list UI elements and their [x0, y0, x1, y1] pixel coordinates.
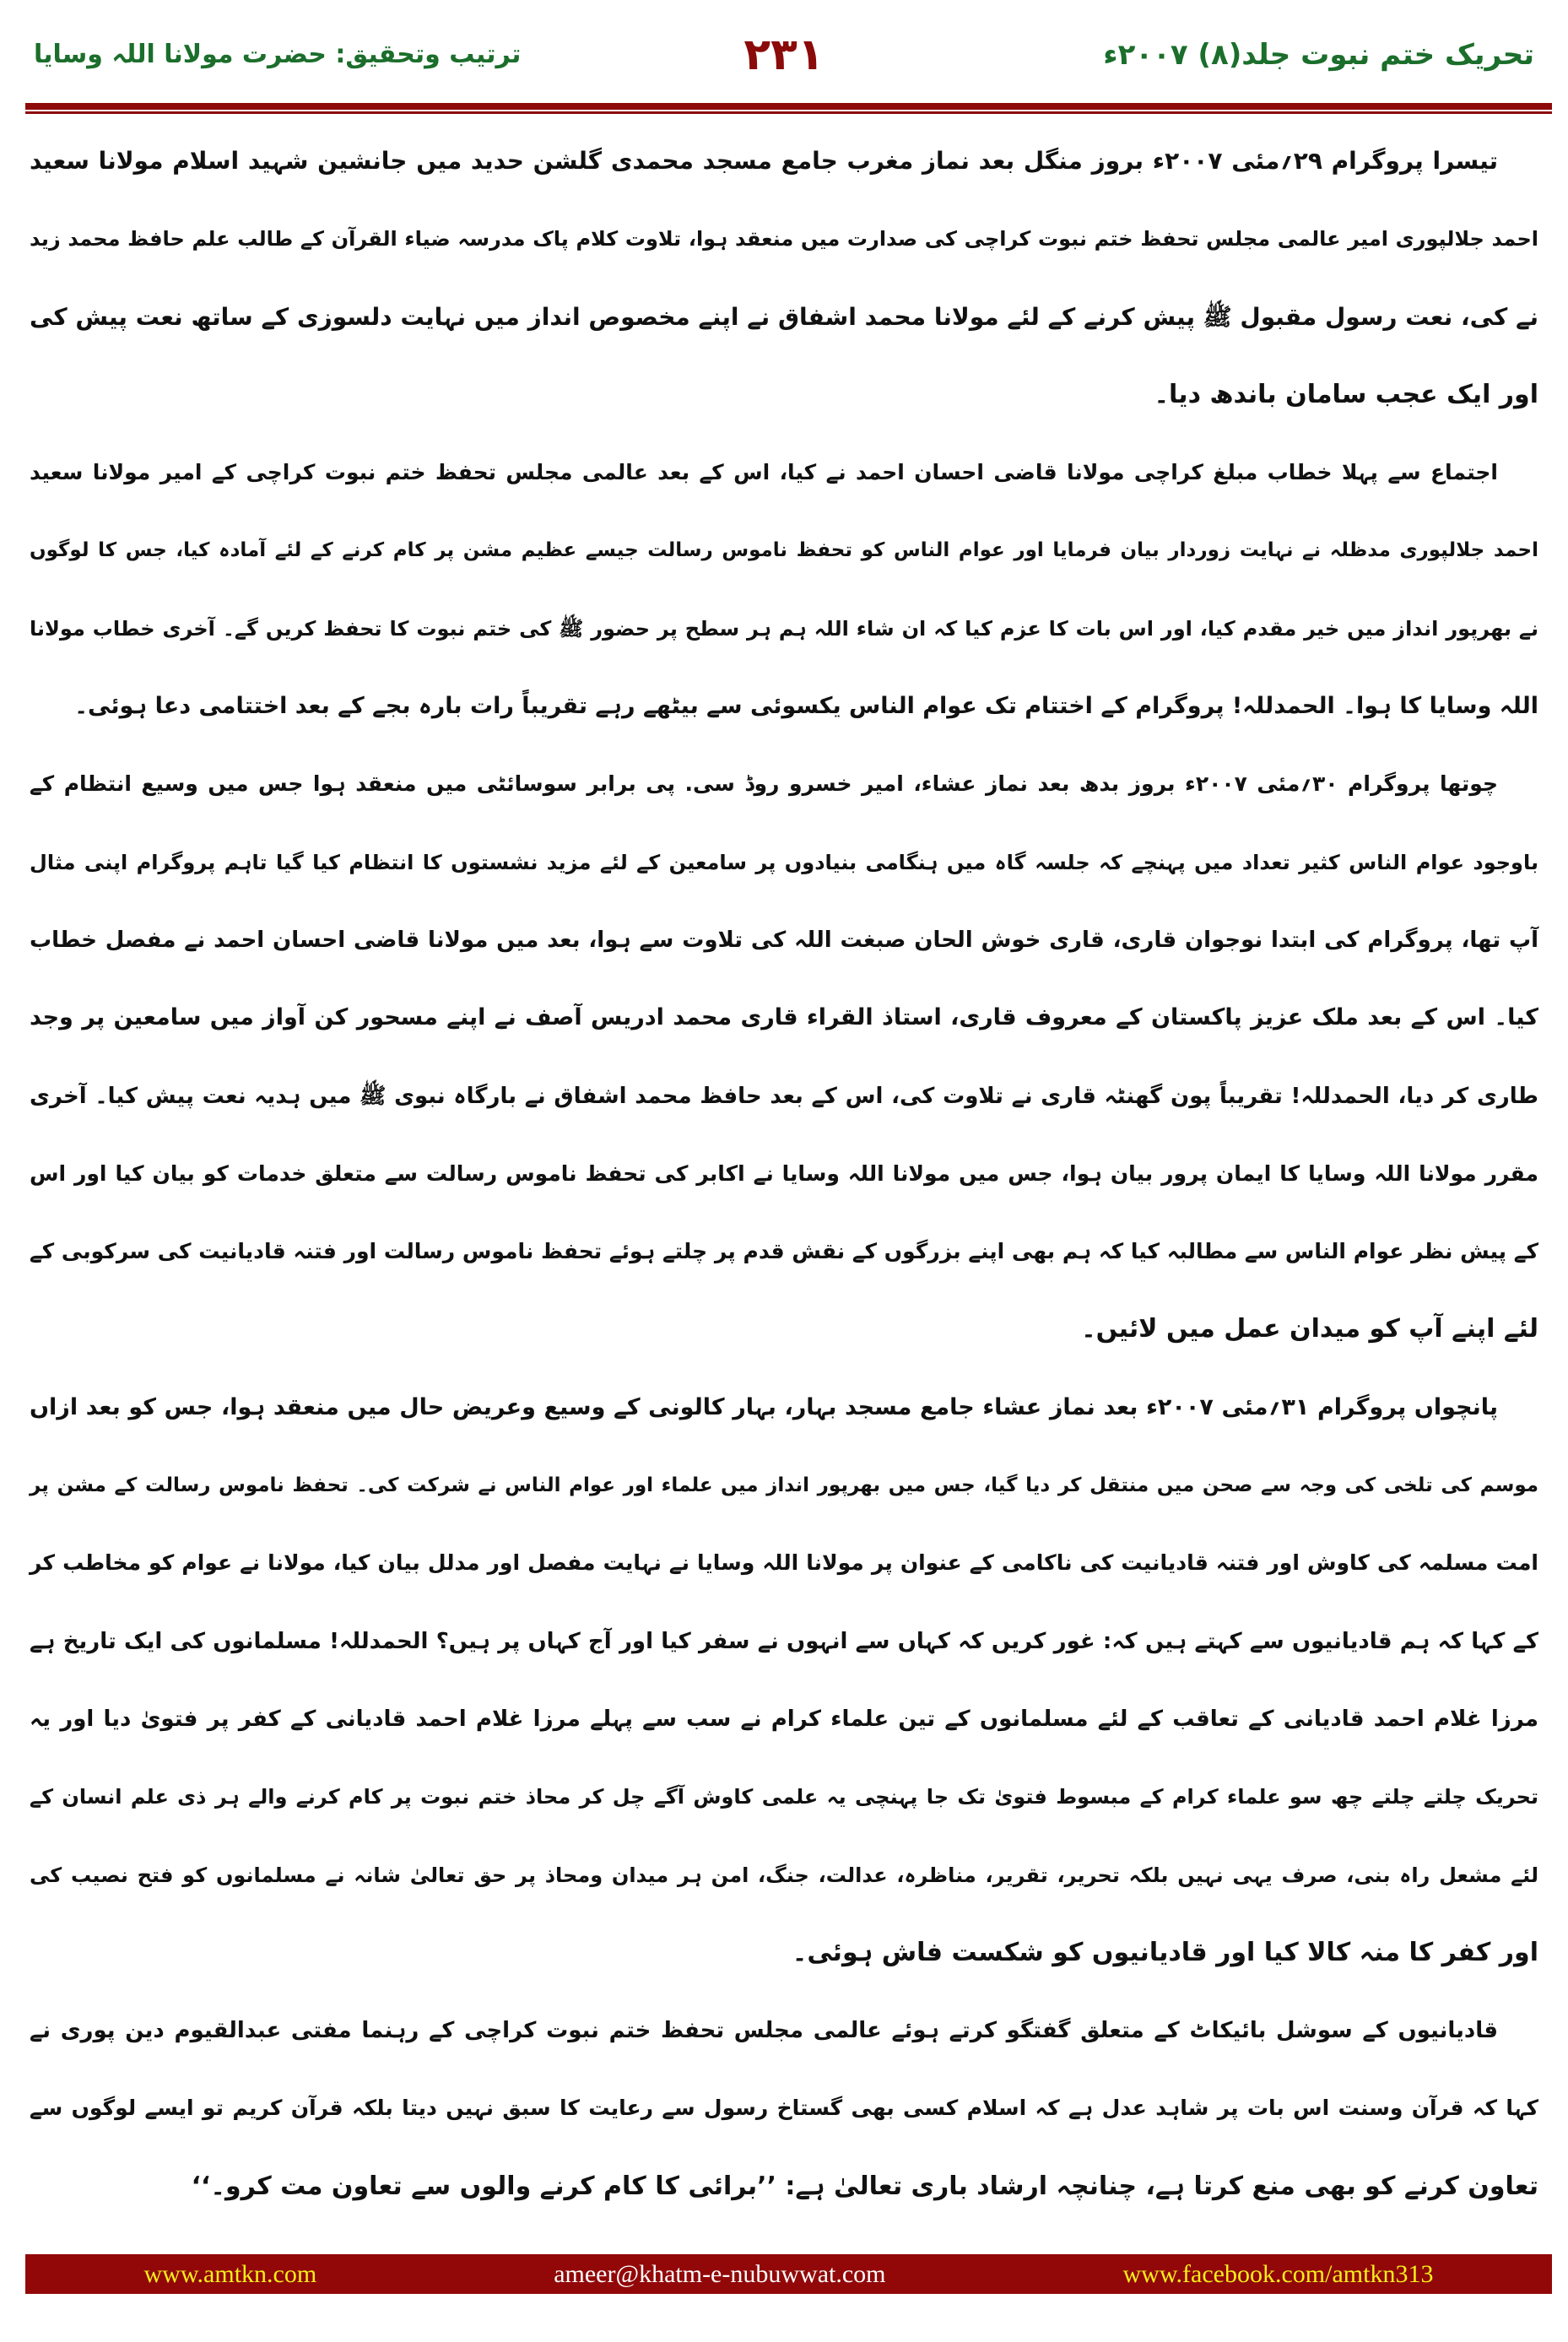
text-line: طاری کر دیا، الحمدللہ! تقریباً پون گھنٹہ قاری نے تلاوت کی، اس کے بعد حافظ محمد اشفاق نے بارگاہ نبوی ﷺ میں ہدیہ نعت پیش کیا۔ آخری — [30, 1083, 1538, 1109]
text-line: تحریک چلتے چلتے چھ سو علماء کرام کے مبسوط فتویٰ تک جا پہنچی یہ علمی کاوش آگے چل کر محاذ ختم نبوت پر کام کرنے والے ہر ذی علم انسان کے — [30, 1785, 1538, 1809]
text-line: نے بھرپور انداز میں خیر مقدم کیا، اور اس بات کا عزم کیا کہ ان شاء اللہ ہم ہر سطح پر حضور ﷺ کی ختم نبوت کا تحفظ کریں گے۔ آخری خطاب مولانا — [30, 616, 1538, 641]
text-line: لئے اپنے آپ کو میدان عمل میں لائیں۔ — [1081, 1314, 1538, 1344]
text-line: چوتھا پروگرام ۳۰؍مئی ۲۰۰۷ء بروز بدھ بعد نماز عشاء، امیر خسرو روڈ سی. پی برابر سوسائٹی میں منعقد ہوا جس میں وسیع انتظام کے — [30, 771, 1498, 797]
header-compiler: ترتیب وتحقیق: حضرت مولانا اللہ وسایا — [34, 40, 522, 69]
footer-facebook-link[interactable]: www.facebook.com/amtkn313 — [1122, 2259, 1434, 2288]
text-line: قادیانیوں کے سوشل بائیکاٹ کے متعلق گفتگو کرتے ہوئے عالمی مجلس تحفظ ختم نبوت کراچی کے رہنما مفتی عبدالقیوم دین پوری نے — [30, 2018, 1498, 2044]
header-book-title: تحریک ختم نبوت جلد(۸) ۲۰۰۷ء — [1103, 38, 1534, 72]
text-line: اور ایک عجب سامان باندھ دیا۔ — [1154, 379, 1538, 409]
text-line: کیا۔ اس کے بعد ملک عزیز پاکستان کے معروف قاری، استاذ القراء قاری محمد ادریس آصف نے اپنے مسحور کن آواز میں سامعین پر وجد — [30, 1004, 1538, 1031]
text-line: مقرر مولانا اللہ وسایا کا ایمان پرور بیان ہوا، جس میں مولانا اللہ وسایا نے اکابر کی تحفظ ناموس رسالت سے متعلق خدمات کو بیان کیا اور اس — [30, 1160, 1538, 1186]
text-line: آپ تھا، پروگرام کی ابتدا نوجوان قاری، قاری خوش الحان صبغت اللہ کی تلاوت سے ہوا، بعد میں مولانا قاضی احسان احمد نے مفصل خطاب — [30, 927, 1538, 953]
text-line: پانچواں پروگرام ۳۱؍مئی ۲۰۰۷ء بعد نماز عشاء جامع مسجد بہار، بہار کالونی کے وسیع وعریض حال میں منعقد ہوا، جس کو بعد ازاں — [30, 1393, 1498, 1420]
text-line: احمد جلالپوری مدظلہ نے نہایت زوردار بیان فرمایا اور عوام الناس کو تحفظ ناموس رسالت جیسے عظیم مشن پر کام کرنے کے لئے آمادہ کیا، جس کا لوگوں — [30, 539, 1538, 562]
text-line: باوجود عوام الناس کثیر تعداد میں پہنچے کہ جلسہ گاہ میں ہنگامی بنیادوں پر سامعین کے لئے مزید نشستوں کا انتظام کیا گیا تاہم پروگرام اپنی مثال — [30, 850, 1538, 874]
footer-email-link[interactable]: ameer@khatm-e-nubuwwat.com — [554, 2259, 886, 2288]
footer-bar — [25, 2254, 1552, 2294]
header-rule-thick — [25, 103, 1552, 110]
page-number: ۲۳۱ — [743, 30, 825, 80]
text-line: احمد جلالپوری امیر عالمی مجلس تحفظ ختم نبوت کراچی کی صدارت میں منعقد ہوا، تلاوت کلام پاک مدرسہ ضیاء القرآن کے طالب علم حافظ محمد زید — [30, 227, 1538, 252]
text-line: موسم کی تلخی کی وجہ سے صحن میں منتقل کر دیا گیا، جس میں بھرپور انداز میں علماء اور عوام الناس نے شرکت کی۔ تحفظ ناموس رسالت کے مشن پر — [30, 1474, 1538, 1497]
text-line: مرزا غلام احمد قادیانی کے تعاقب کے لئے مسلمانوں کے تین علماء کرام نے سب سے پہلے مرزا غلام احمد قادیانی کے کفر پر فتویٰ دیا اور یہ — [30, 1706, 1538, 1732]
header-rule-thin — [25, 111, 1552, 114]
text-line: امت مسلمہ کی کاوش اور فتنہ قادیانیت کی ناکامی کے عنوان پر مولانا اللہ وسایا نے نہایت مفصل اور مدلل بیان کیا، مولانا نے عوام کو مخاطب کر — [30, 1550, 1538, 1576]
text-line: کے کہا کہ ہم قادیانیوں سے کہتے ہیں کہ: غور کریں کہ کہاں سے انہوں نے سفر کیا اور آج کہاں پر ہیں؟ الحمدللہ! مسلمانوں کی ایک تاریخ ہے — [30, 1628, 1538, 1654]
text-line: کہا کہ قرآن وسنت اس بات پر شاہد عدل ہے کہ اسلام کسی بھی گستاخ رسول سے رعایت کا سبق نہیں دیتا بلکہ قرآن کریم تو ایسے لوگوں سے — [30, 2096, 1538, 2121]
text-line: اللہ وسایا کا ہوا۔ الحمدللہ! پروگرام کے اختتام تک عوام الناس یکسوئی سے بیٹھے رہے تقریباً رات بارہ بجے کے بعد اختتامی دعا ہوئی۔ — [74, 693, 1538, 720]
text-line: کے پیش نظر عوام الناس سے مطالبہ کیا کہ ہم بھی اپنے بزرگوں کے نقش قدم پر چلتے ہوئے تحفظ ناموس رسالت اور فتنہ قادیانیت کی سرکوبی کے — [30, 1239, 1538, 1264]
text-line: اجتماع سے پہلا خطاب مبلغ کراچی مولانا قاضی احسان احمد نے کیا، اس کے بعد عالمی مجلس تحفظ ختم نبوت کراچی کے امیر مولانا سعید — [30, 460, 1498, 485]
text-line: نے کی، نعت رسول مقبول ﷺ پیش کرنے کے لئے مولانا محمد اشفاق نے اپنے مخصوص انداز میں نہایت دلسوزی کے ساتھ نعت پیش کی — [30, 302, 1538, 331]
text-line: تعاون کرنے کو بھی منع کرتا ہے، چنانچہ ارشاد باری تعالیٰ ہے: ’’برائی کا کام کرنے والوں سے تعاون مت کرو۔‘‘ — [191, 2171, 1538, 2201]
footer-website-link[interactable]: www.amtkn.com — [143, 2259, 317, 2288]
text-line: تیسرا پروگرام ۲۹؍مئی ۲۰۰۷ء بروز منگل بعد نماز مغرب جامع مسجد محمدی گلشن حدید میں جانشین شہید اسلام مولانا سعید — [30, 147, 1499, 175]
text-line: لئے مشعل راہ بنی، صرف یہی نہیں بلکہ تحریر، تقریر، مناظرہ، عدالت، جنگ، امن ہر میدان ومحاذ پر حق تعالیٰ شانہ نے مسلمانوں کو فتح نصیب کی — [30, 1863, 1538, 1887]
body-text — [30, 122, 1538, 2226]
text-line: اور کفر کا منہ کالا کیا اور قادیانیوں کو شکست فاش ہوئی۔ — [792, 1937, 1538, 1967]
